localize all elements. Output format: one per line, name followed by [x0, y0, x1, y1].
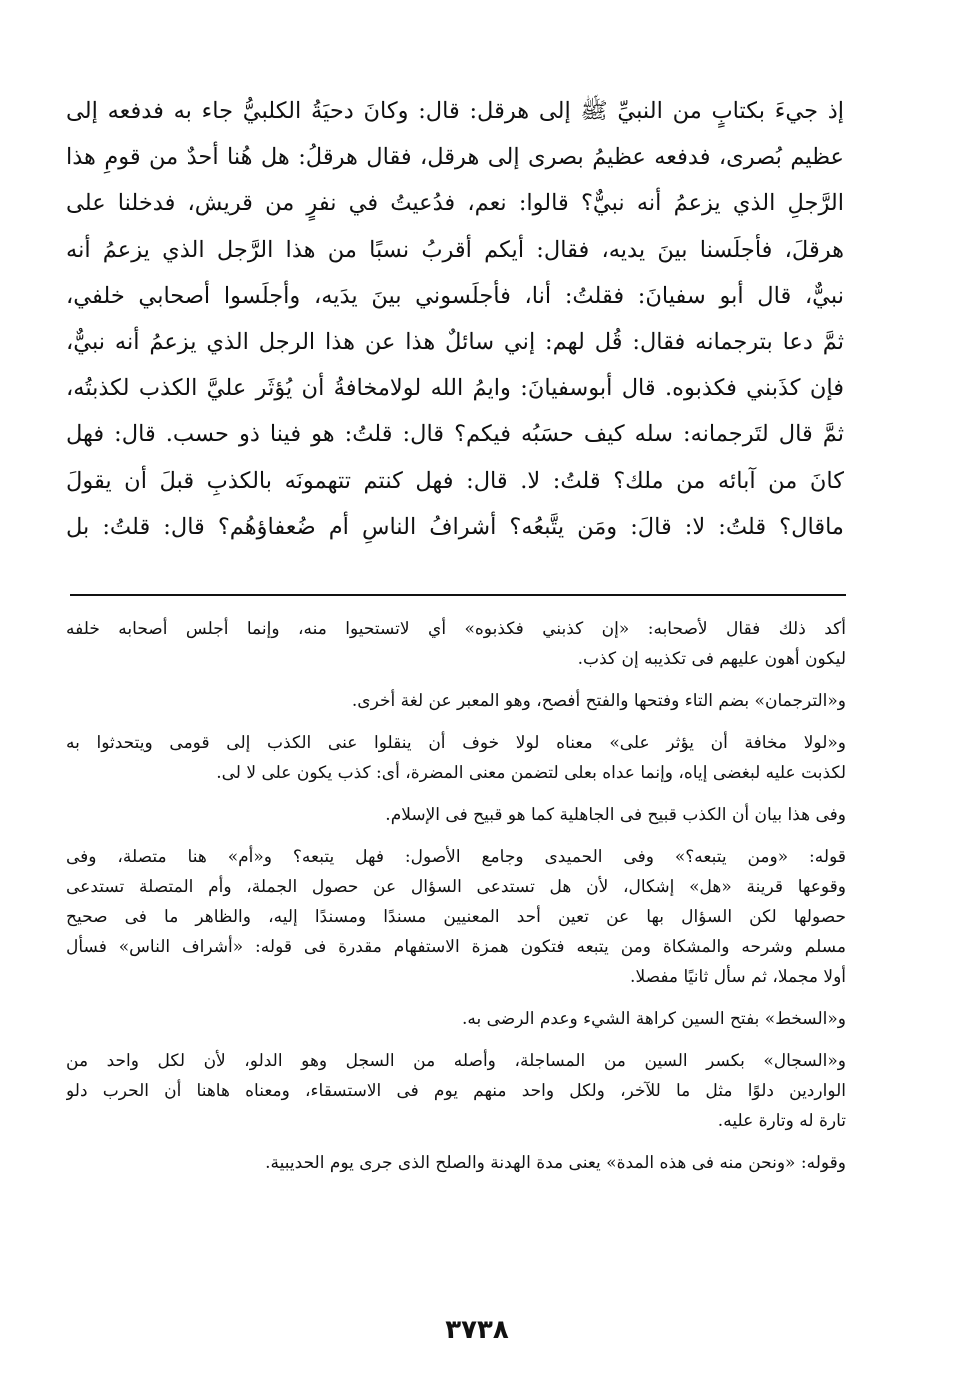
note-line: وقوعها قرينة «هل» إشكال، لأن هل تستدعى السؤال عن حصول الجملة، وأم المتصلة تستدعى	[66, 877, 846, 897]
footnote-divider	[70, 594, 846, 596]
commentary-notes	[66, 614, 846, 1190]
note-line: أولا مجملا، ثم سأل ثانيًا مفصلا.	[630, 967, 846, 987]
note-line: و«السخط» بفتح السين كراهة الشيء وعدم الرضى به.	[461, 1009, 846, 1029]
main-text-block	[66, 88, 844, 550]
main-text-line: هرقلَ، فأجلَسنا بينَ يديه، فقال: أيكم أقربُ نسبًا من هذا الرَّجل الذي يزعمُ أنه	[66, 236, 844, 263]
note-paragraph	[66, 614, 846, 674]
main-text-line: ثمَّ قال لتَرجمانه: سله كيف حسَبُه فيكم؟ قال: قلتُ: هو فينا ذو حسب. قال: فهل	[66, 421, 844, 448]
note-line: و«لولا مخافة أن يؤثر على» معناه لولا خوف أن ينقلوا عنى الكذب إلى قومى ويتحدثوا به	[66, 733, 846, 753]
main-text-line: كانَ من آبائه من ملك؟ قلتُ: لا. قال: فهل كنتم تتهمونَه بالكذبِ قبلَ أن يقولَ	[66, 467, 844, 494]
note-paragraph	[66, 1046, 846, 1136]
note-line: ليكون أهون عليهم فى تكذيبه إن كذب.	[577, 649, 846, 669]
note-line: تارة له وتارة عليه.	[717, 1111, 846, 1131]
note-line: وقوله: «ونحن منه فى هذه المدة» يعنى مدة الهدنة والصلح الذى جرى يوم الحديبية.	[265, 1153, 846, 1173]
note-paragraph	[66, 728, 846, 788]
note-paragraph	[66, 1148, 846, 1178]
main-text-line: إذ جيءَ بكتابٍ من النبيِّ ﷺ إلى هرقل: قال: وكانَ دحيَةُ الكلبيُّ جاء به فدفعه إلى	[66, 98, 844, 124]
note-line: مسلم وشرحه والمشكاة ومن يتبعه فتكون همزة الاستفهام مقدرة فى قوله: «أشراف الناس» فسأل	[66, 937, 846, 957]
note-line: و«الترجمان» بضم التاء وفتحها والفتح أفصح، وهو المعبر عن لغة أخرى.	[351, 691, 846, 711]
main-text-line: نبيٌّ، قال أبو سفيانَ: فقلتُ: أنا، فأجلَسوني بينَ يدَيه، وأجلَسوا أصحابي خلفي،	[66, 282, 844, 309]
note-line: الواردين دلوًا مثل ما للآخر، ولكل واحد منهم يوم فى الاستسقاء، ومعناه هاهنا أن الحرب دلو	[66, 1081, 846, 1101]
note-paragraph	[66, 800, 846, 830]
main-text-line: عظيم بُصرى، فدفعه عظيمُ بصرى إلى هرقل، فقال هرقلُ: هل هُنا أحدٌ من قومِ هذا	[66, 144, 844, 171]
main-text-line: ماقال؟ قلتُ: لا: قالَ: ومَن يتَّبعُه؟ أشرافُ الناسِ أم ضُعفاؤهُم؟ قال: قلتُ: بل	[66, 513, 844, 540]
main-text-line: ثمَّ دعا بترجمانه فقال: قُل لهم: إني سائلٌ هذا عن هذا الرجل الذي يزعمُ أنه نبيٌّ،	[66, 329, 844, 356]
note-line: حصولها لكن السؤال بها عن تعين أحد المعنيين مسندًا ومسندًا إليه، والظاهر ما فى صحيح	[66, 907, 846, 927]
page-number: ٣٧٣٨	[445, 1315, 509, 1345]
note-line: وفى هذا بيان أن الكذب قبيح فى الجاهلية كما هو قبيح فى الإسلام.	[385, 805, 846, 825]
note-paragraph	[66, 842, 846, 992]
note-line: و«السجال» بكسر السين من المساجلة، وأصله من السجل وهو الدلو، لأن لكل واحد من	[66, 1051, 846, 1071]
note-line: أكد ذلك فقال لأصحابه: «إن كذبني فكذبوه» أي لاتستحيوا منه، وإنما أجلس أصحابه خلفه	[66, 619, 846, 639]
note-line: قوله: «ومن يتبعه؟» وفى الحميدى وجامع الأصول: فهل يتبعه؟ و«أم» هنا متصلة، وفى	[66, 847, 846, 867]
note-paragraph	[66, 1004, 846, 1034]
note-paragraph	[66, 686, 846, 716]
note-line: لكذبت عليه لبغضى إياه، وإنما عداه بعلى لتضمن معنى المضرة، أى: كذب يكون على لا لى.	[216, 763, 846, 783]
main-text-line: الرَّجلِ الذي يزعمُ أنه نبيٌّ؟ قالوا: نعم، فدُعيتُ في نفرٍ من قريش، فدخلنا على	[66, 190, 844, 217]
main-text-line: فإن كذَبني فكذبوه. قال أبوسفيانَ: وايمُ الله لولامخافةُ أن يُؤثَر عليَّ الكذب لكذبتُه،	[66, 375, 844, 402]
